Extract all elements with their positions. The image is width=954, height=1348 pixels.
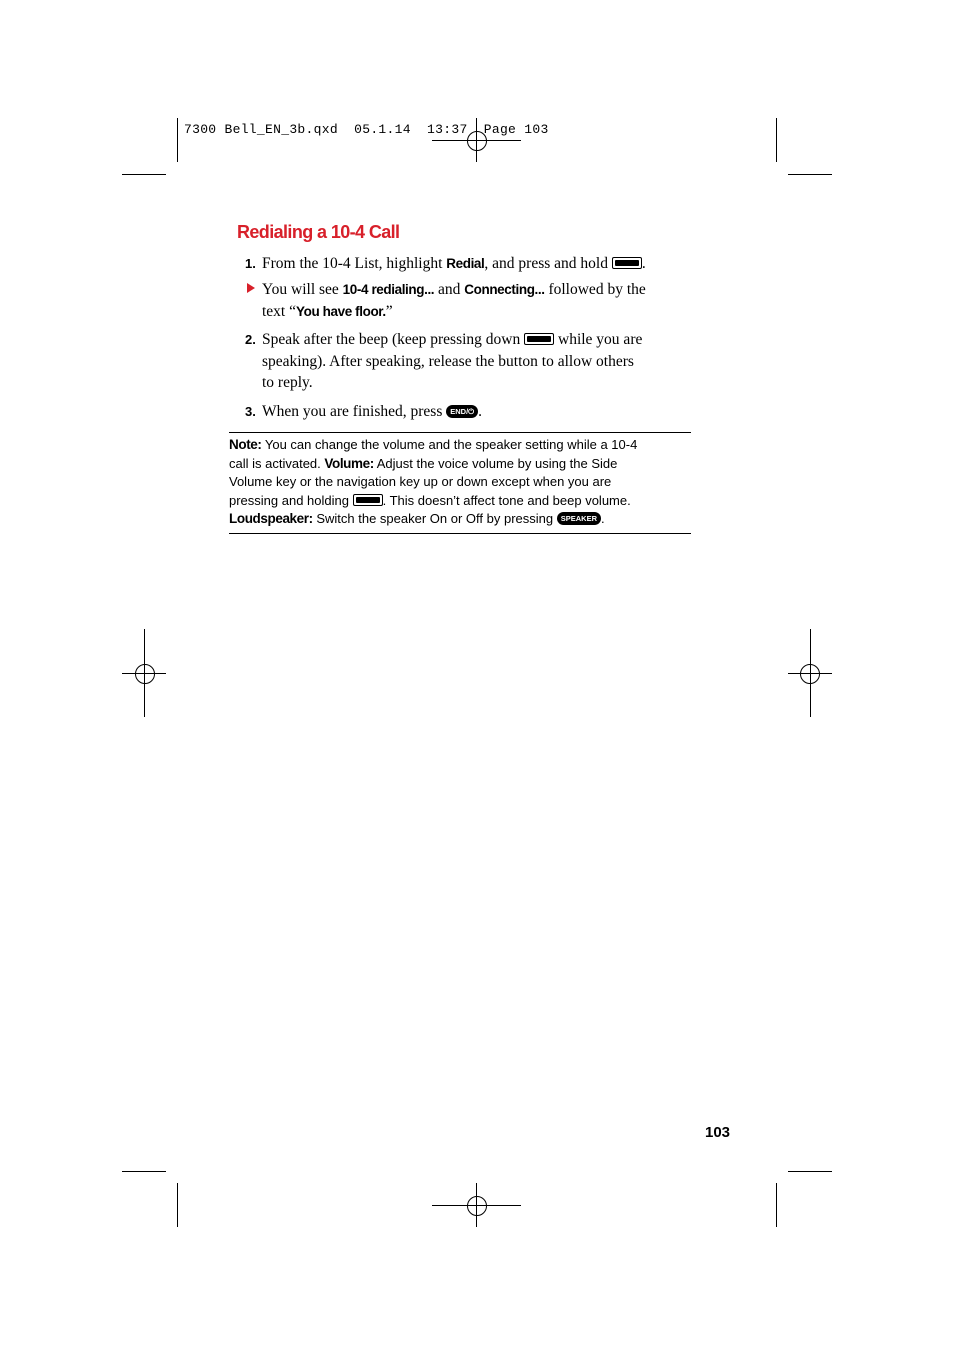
crop-mark [177,118,178,162]
talk-key-icon [612,257,642,269]
crop-mark [788,1171,832,1172]
bullet-text: text “ [262,302,296,320]
crop-mark [177,1183,178,1227]
step-text: Speak after the beep (keep pressing down [262,331,525,348]
step-text: From the 10-4 List, highlight [262,255,447,272]
bullet-text: and [434,281,465,298]
volume-label: Volume: [324,455,374,471]
step-text: speaking). After speaking, release the button to allow others [262,352,634,370]
bullet-text: ” [385,302,393,320]
crop-mark [776,1183,777,1227]
file-slug: 7300 Bell_EN_3b.qxd 05.1.14 13:37 Page 103 [184,122,549,137]
screen-text: Connecting... [464,282,545,297]
talk-key-icon [353,494,383,506]
step-text: , and press and hold [484,255,612,272]
end-key-icon: END/⏻ [446,405,478,418]
step-number: 2. [245,332,256,347]
bullet-text: followed by the [544,281,646,298]
crop-mark [122,1171,166,1172]
redial-label: Redial [446,256,485,271]
talk-key-icon [524,333,554,345]
page-number: 103 [705,1124,731,1141]
step-number: 1. [245,256,256,271]
step-text: to reply. [262,374,313,391]
registration-circle [467,1196,487,1216]
bullet-text: You will see [262,281,343,298]
step-text: . [478,403,482,420]
registration-circle [135,664,155,684]
step-text: while you are [554,331,643,348]
crop-mark [788,174,832,175]
crop-mark [122,174,166,175]
step-number: 3. [245,404,256,419]
step-text: When you are finished, press [262,403,447,420]
section-title: Redialing a 10-4 Call [237,222,400,242]
screen-text: 10-4 redialing... [342,282,435,297]
registration-circle [800,664,820,684]
loudspeaker-label: Loudspeaker: [229,511,313,526]
bullet-arrow-icon [247,283,255,293]
note-box: Note: You can change the volume and the speaker setting while a 10-4 call is activated. Volume: Adjust the voice volume by using the Side Volume key or the navigation key up or down except when you are pressing and holding . This doesn’t affect tone and beep volume. Loudspeaker: Switch the speaker On or Off by pressing SPEAKER . [229,432,691,534]
speaker-key-icon: SPEAKER [557,512,601,525]
step-text: . [641,255,646,272]
note-label: Note: [229,437,262,452]
screen-text: You have floor. [296,303,386,319]
crop-mark [776,118,777,162]
